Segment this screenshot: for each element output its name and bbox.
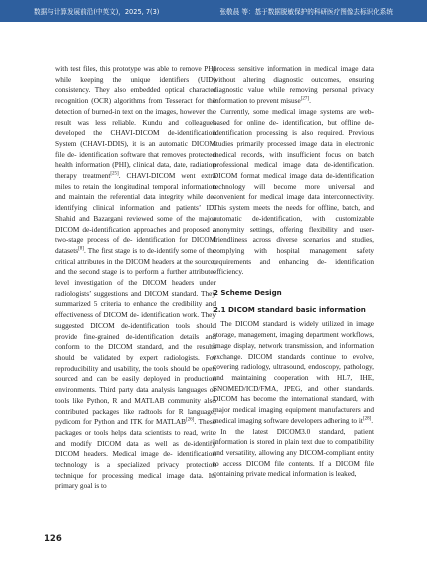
subsection-heading: 2.1 DICOM standard basic information	[213, 304, 366, 314]
citation-ref[interactable]: [26]	[186, 417, 195, 423]
body-paragraph: In the latest DICOM3.0 standard, patient information is stored in plain text due to compatibility and versatility, allowing any DICOM-compliant entity to access DICOM file contents. If a DICOM file containing private medical information is leaked,	[213, 426, 374, 479]
journal-citation: 数据与计算发展前沿(中英文)，2025, 7(3)	[34, 8, 160, 16]
left-column	[55, 64, 216, 492]
right-column	[213, 64, 374, 480]
body-paragraph: process sensitive information in medical image data without altering diagnostic outcomes, ensuring diagnostic value while removing personal privacy information to prevent misuse[27].	[213, 64, 374, 106]
citation-ref[interactable]: [27]	[300, 96, 310, 102]
body-paragraph: Currently, some medical image systems are web-based for online de- identification, but offline de-identification processing is also required. Previous studies primarily processed image data in electronic medical records, with insufficient focus on batch professional medical image data de-identification. DICOM format medical image data de-identification technology will become more universal and convenient for medical image data interconnectivity. This system meets the needs for offline, batch, and automatic de-identification, with customizable anonymity settings, offering flexibility and user- friendliness across diverse scenarios and studies, complying with hospital management safety requirements and enhancing de- identification efficiency.	[213, 106, 374, 277]
body-paragraph: with test files, this prototype was able to remove PHI while keeping the unique identifiers (UID) consistency. They also embedded optical character recognition (OCR) algorithms from Tesseract for the detection of burned-in text on the images, however the result was less reliable. Kundu and colleagues developed the CHAVI-DICOM de-identification System (CHAVI-DDIS), it is an automatic DICOM file de- identification software that removes protected health information (PHI), clinical data, date, radiation therapy treatment[25]. CHAVI-DICOM went extra miles to retain the longitudinal temporal information and maintain the referential data integrity while de-identifying clinical information and patients’ ID. Shahid and Bazargani reviewed some of the major DICOM de-identification approaches and proposed a two-stage process of de- identification for DICOM datasets[8]. The first stage is to de-identify some of the critical attributes in the DICOM headers at the source, and the second stage is to perform a further attribute-level investigation of the DICOM headers under radiologists’ suggestions and DICOM standard. They summarized 5 criteria to enhance the credibility and effectiveness of DICOM de- identification work. They suggested DICOM de-identification tools should provide fine-grained de-identification details and conform to the DICOM standard, and the results should be validated by expert radiologists. For reproducibility and usability, the tools should be open sourced and can be easily deployed in production environments. Third party data analysis languages or tools like Python, R and MATLAB community also contributed packages like radtools for R language, pydicom for Python and ITK for MATLAB[26]. These packages or tools helps data scientists to read, write and modify DICOM data as well as de-identify DICOM headers. Medical image de- identification technology is a specialized privacy protection technique for processing medical image data. Its primary goal is to	[55, 64, 216, 491]
citation-ref[interactable]: [28]	[362, 416, 372, 422]
body-paragraph: The DICOM standard is widely utilized in image storage, management, imaging department workflows, image display, network transmission, and information exchange. DICOM standards continue to evolve, covering radiology, ultrasound, endoscopy, pathology, and maintaining cooperation with HL7, IHE, SNOMED/ICD/FMA, JPEG, and other standards. DICOM has become the international standard, with major medical imaging equipment manufacturers and medical imaging software developers adhering to it[28].	[213, 319, 374, 425]
citation-ref[interactable]: [25]	[110, 171, 119, 177]
running-header	[0, 0, 427, 22]
citation-ref[interactable]: [8]	[78, 246, 84, 252]
page-number: 126	[44, 534, 62, 544]
article-running-title: 张敬晨 等：基于数据脱敏保护的科研医疗图像去标识化系统	[219, 8, 393, 16]
section-heading: 2 Scheme Design	[213, 288, 282, 298]
